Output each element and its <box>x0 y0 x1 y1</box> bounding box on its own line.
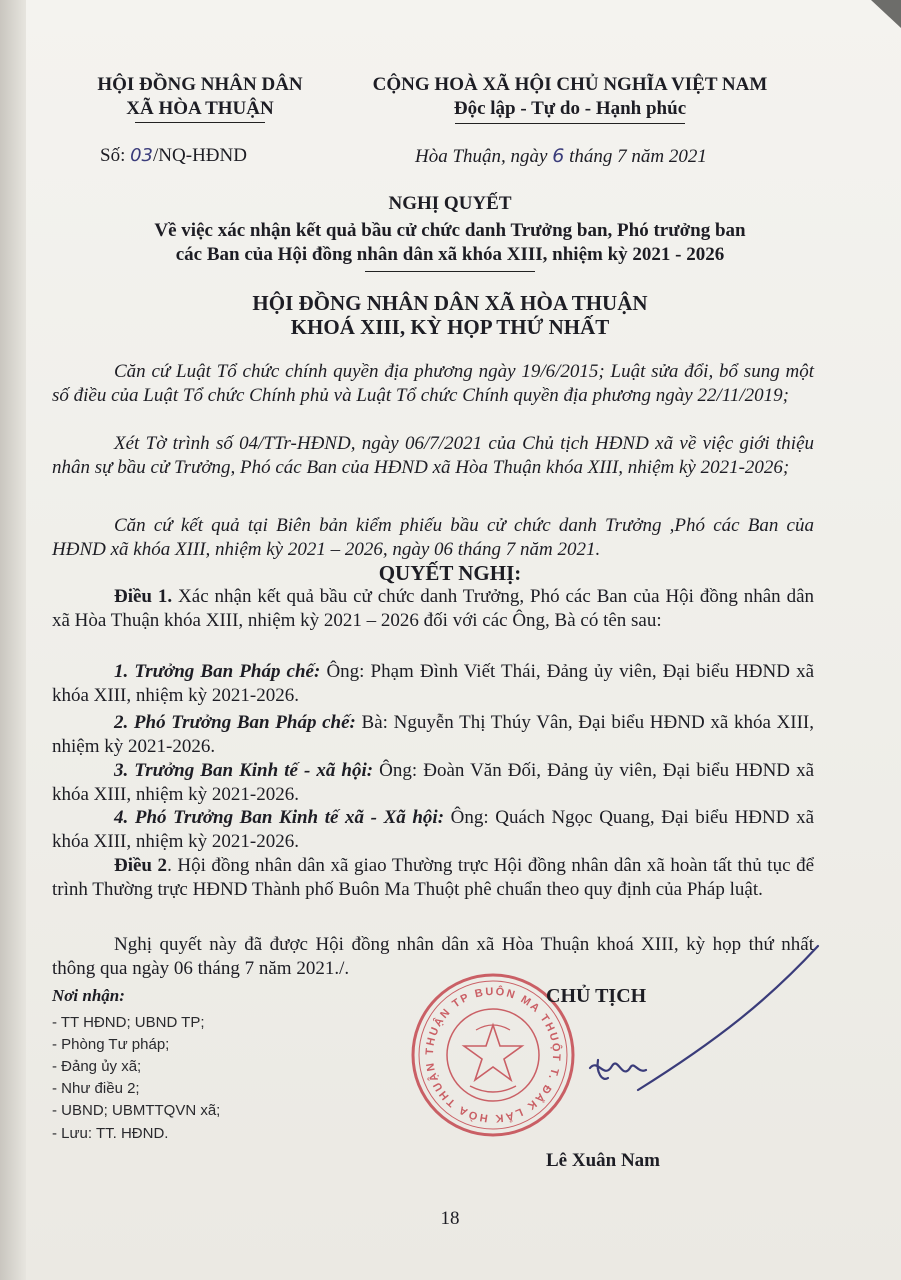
subject-line-2: các Ban của Hội đồng nhân dân xã khóa XIII, nhiệm kỳ 2021 - 2026 <box>175 244 725 265</box>
page-fold-shadow <box>0 0 26 1280</box>
article-1-text: Xác nhận kết quả bầu cử chức danh Trưởng, Phó các Ban của Hội đồng nhân dân xã Hòa Thuận khóa XIII, nhiệm kỳ 2021 – 2026 đối với các Ông, Bà có tên sau: <box>52 586 815 631</box>
national-title: CỘNG HOÀ XÃ HỘI CHỦ NGHĨA VIỆT NAM <box>372 74 768 95</box>
subject-line-1: Về việc xác nhận kết quả bầu cử chức danh Trưởng ban, Phó trưởng ban <box>154 220 746 241</box>
preamble-ballot-result: Căn cứ kết quả tại Biên bản kiểm phiếu bầu cử chức danh Trưởng ,Phó các Ban của HĐND xã khóa XIII, nhiệm kỳ 2021 – 2026, ngày 06 tháng 7 năm 2021. <box>52 515 814 560</box>
date-suffix: tháng 7 năm 2021 <box>564 146 707 167</box>
list-item <box>52 711 814 759</box>
item-text: Ông: Đoàn Văn Đối, Đảng ủy viên, Đại biểu HĐND xã khóa XIII, nhiệm kỳ 2021-2026. <box>52 760 814 805</box>
page-number: 18 <box>440 1208 460 1229</box>
list-item <box>52 806 814 854</box>
item-role: 1. Trưởng Ban Pháp chế: <box>114 661 321 682</box>
handwritten-signature <box>568 940 828 1100</box>
list-item <box>52 660 814 708</box>
issuer-name: HỘI ĐỒNG NHÂN DÂN <box>97 74 303 95</box>
seal-ring-text: THUẬN TP BUÔN MA THUỘT T. ĐẮK LẮK HÒA THUẬN <box>423 985 563 1125</box>
document-number <box>100 145 247 167</box>
article-2-label: Điều 2 <box>114 855 168 876</box>
item-text: Ông: Phạm Đình Viết Thái, Đảng ủy viên, Đại biểu HĐND xã khóa XIII, nhiệm kỳ 2021-2026. <box>52 661 814 706</box>
list-item: - TT HĐND; UBND TP; <box>52 1014 205 1031</box>
item-text: Bà: Nguyễn Thị Thúy Vân, Đại biểu HĐND xã khóa XIII, nhiệm kỳ 2021-2026. <box>52 712 814 757</box>
preamble-proposal: Xét Tờ trình số 04/TTr-HĐND, ngày 06/7/2021 của Chủ tịch HĐND xã về việc giới thiệu nhân sự bầu cử Trưởng, Phó các Ban của HĐND xã Hòa Thuận khóa XIII, nhiệm kỳ 2021-2026; <box>52 433 814 478</box>
number-prefix: Số: <box>100 145 131 166</box>
article-1 <box>52 585 814 633</box>
dog-ear-corner <box>871 0 901 28</box>
date-prefix: Hòa Thuận, ngày <box>415 146 553 167</box>
document-type: NGHỊ QUYẾT <box>388 193 512 214</box>
article-2-text: . Hội đồng nhân dân xã giao Thường trực Hội đồng nhân dân xã hoàn tất thủ tục để trình Thường trực HĐND Thành phố Buôn Ma Thuột phê chuẩn theo quy định của Pháp luật. <box>52 855 814 900</box>
item-role: 2. Phó Trưởng Ban Pháp chế: <box>114 712 356 733</box>
handwritten-day: 6 <box>552 145 565 167</box>
list-item: - Đảng ủy xã; <box>52 1058 142 1075</box>
article-2 <box>52 854 814 902</box>
signer-title: CHỦ TỊCH <box>546 985 647 1007</box>
list-item: - Phòng Tư pháp; <box>52 1036 170 1053</box>
issuer-underline <box>135 122 265 123</box>
svg-text:THUẬN TP BUÔN MA THUỘT T. ĐẮK <box>424 985 563 1124</box>
preamble-legal-basis: Căn cứ Luật Tổ chức chính quyền địa phương ngày 19/6/2015; Luật sửa đổi, bổ sung một số điều của Luật Tổ chức Chính phủ và Luật Tổ chức Chính quyền địa phương ngày 22/11/2019; <box>52 361 814 406</box>
resolve-heading: QUYẾT NGHỊ: <box>378 561 522 585</box>
closing-paragraph: Nghị quyết này đã được Hội đồng nhân dân xã Hòa Thuận khoá XIII, kỳ họp thứ nhất thông qua ngày 06 tháng 7 năm 2021./. <box>52 934 814 979</box>
number-suffix: /NQ-HĐND <box>153 145 247 166</box>
signer-name: Lê Xuân Nam <box>546 1150 661 1171</box>
list-item <box>52 759 814 807</box>
national-motto: Độc lập - Tự do - Hạnh phúc <box>453 98 687 119</box>
issuer-commune: XÃ HÒA THUẬN <box>126 98 274 119</box>
document-date <box>415 145 707 168</box>
item-role: 4. Phó Trưởng Ban Kinh tế xã - Xã hội: <box>114 807 445 828</box>
recipients-label: Nơi nhận: <box>52 986 125 1005</box>
list-item: - Như điều 2; <box>52 1080 140 1097</box>
item-text: Ông: Quách Ngọc Quang, Đại biểu HĐND xã khóa XIII, nhiệm kỳ 2021-2026. <box>52 807 815 852</box>
handwritten-number: 03 <box>130 145 154 166</box>
list-item: - UBND; UBMTTQVN xã; <box>52 1102 221 1119</box>
article-1-label: Điều 1. <box>114 586 173 607</box>
list-item: - Lưu: TT. HĐND. <box>52 1125 169 1142</box>
council-session: KHOÁ XIII, KỲ HỌP THỨ NHẤT <box>290 315 610 339</box>
motto-underline <box>455 123 685 124</box>
council-name: HỘI ĐỒNG NHÂN DÂN XÃ HÒA THUẬN <box>252 291 648 315</box>
title-underline <box>365 271 535 272</box>
item-role: 3. Trưởng Ban Kinh tế - xã hội: <box>114 760 374 781</box>
